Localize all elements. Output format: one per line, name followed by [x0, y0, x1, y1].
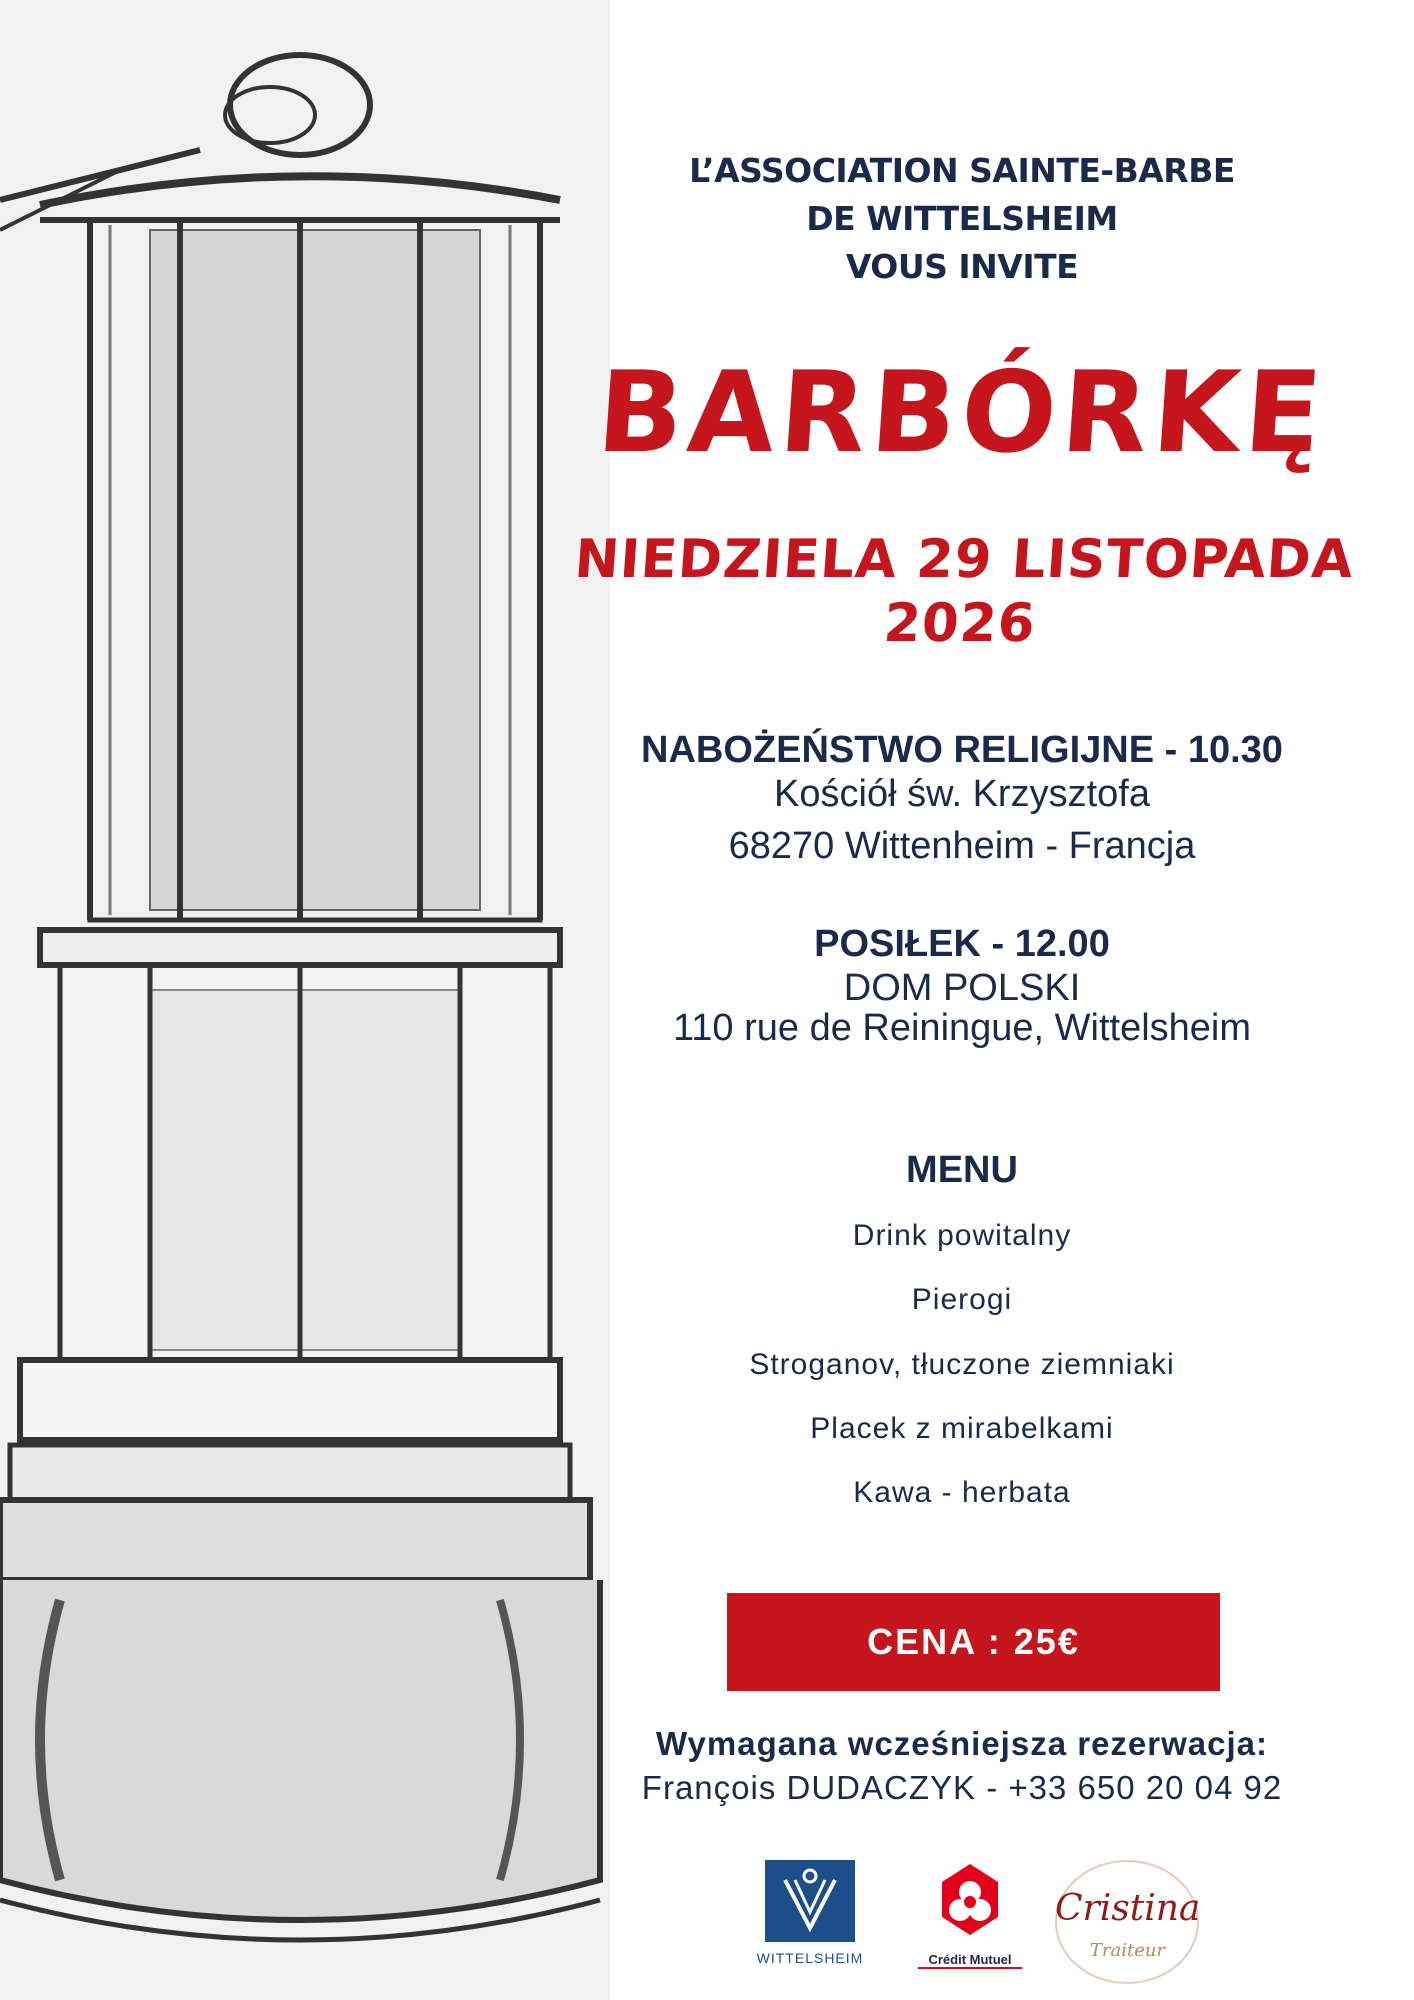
credit-mutuel-logo-text: Crédit Mutuel [918, 1952, 1022, 1969]
menu-item: Drink powitalny [852, 1219, 1072, 1252]
reservation-contact: François DUDACZYK - +33 650 20 04 92 [641, 1769, 1283, 1806]
wittelsheim-logo-text: WITTELSHEIM [756, 1950, 864, 1966]
menu-item: Stroganov, tłuczone ziemniaki [749, 1348, 1175, 1381]
event-title: BARBÓRKĘ [593, 348, 1331, 478]
organizer-line-1: L’ASSOCIATION SAINTE-BARBE [689, 151, 1235, 190]
price-badge [727, 1593, 1220, 1691]
menu-heading: MENU [906, 1149, 1018, 1191]
mass-place: Kościół św. Krzysztofa [774, 773, 1150, 815]
menu-item: Pierogi [911, 1283, 1013, 1316]
cristina-logo-sub: Traiteur [1089, 1940, 1166, 1961]
menu-item: Kawa - herbata [853, 1476, 1071, 1509]
menu-item: Placek z mirabelkami [810, 1412, 1114, 1445]
mass-address: 68270 Wittenheim - Francja [728, 825, 1196, 867]
price-label: CENA : 25€ [867, 1621, 1080, 1662]
cristina-traiteur-logo [1055, 1850, 1200, 1985]
meal-address: 110 rue de Reiningue, Wittelsheim [672, 1007, 1252, 1049]
meal-heading: POSIŁEK - 12.00 [814, 923, 1110, 965]
mass-heading: NABOŻEŃSTWO RELIGIJNE - 10.30 [641, 729, 1283, 771]
organizer-line-2: DE WITTELSHEIM [806, 199, 1118, 238]
organizer-line-3: VOUS INVITE [845, 247, 1079, 286]
event-date: NIEDZIELA 29 LISTOPADA 2026 [572, 529, 1356, 654]
meal-place: DOM POLSKI [843, 967, 1081, 1009]
credit-mutuel-logo [910, 1862, 1030, 1980]
wittelsheim-logo [750, 1860, 870, 1980]
cristina-logo-name: Cristina [1055, 1888, 1201, 1929]
reservation-heading: Wymagana wcześniejsza rezerwacja: [655, 1725, 1268, 1762]
